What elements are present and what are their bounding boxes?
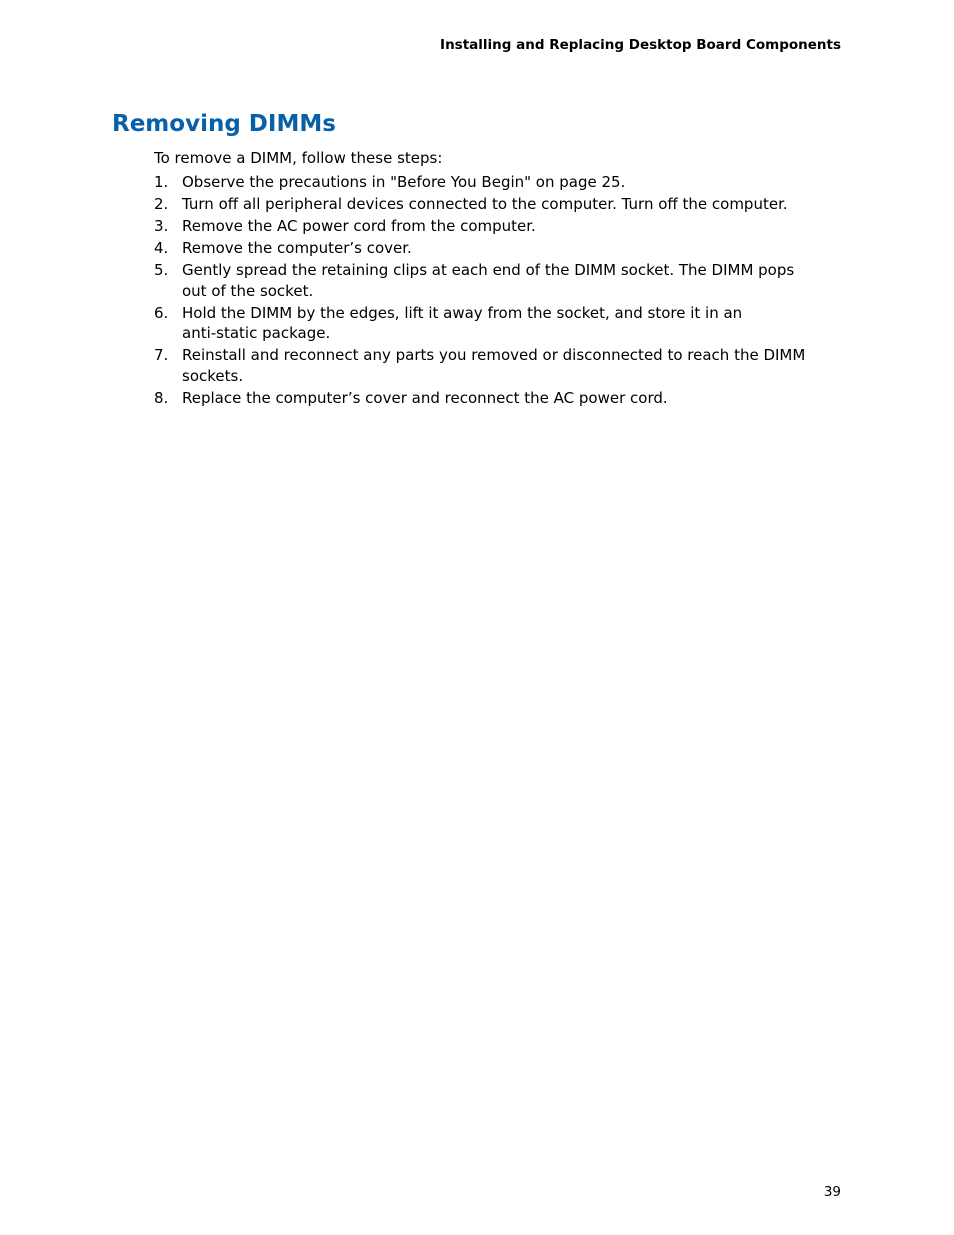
step-number: 7. [154, 346, 169, 364]
list-item [154, 303, 844, 344]
list-item [154, 260, 844, 301]
step-number: 3. [154, 217, 169, 235]
page-number: 39 [823, 1184, 841, 1200]
list-item [154, 388, 844, 409]
step-text: Gently spread the retaining clips at each end of the DIMM socket. The DIMM pops out of the socket. [182, 261, 795, 300]
step-text: Replace the computer’s cover and reconnect the AC power cord. [182, 388, 668, 407]
step-text: Reinstall and reconnect any parts you removed or disconnected to reach the DIMM sockets. [182, 346, 806, 385]
step-number: 5. [154, 261, 169, 279]
list-item [154, 194, 844, 215]
step-number: 8. [154, 388, 169, 407]
step-number: 4. [154, 239, 169, 257]
step-number: 6. [154, 303, 169, 322]
running-header: Installing and Replacing Desktop Board Components [440, 37, 841, 53]
step-text: Remove the AC power cord from the computer. [182, 217, 536, 235]
step-text: Remove the computer’s cover. [182, 239, 412, 257]
list-item [154, 238, 844, 259]
list-item [154, 345, 844, 386]
list-item [154, 172, 844, 193]
list-item [154, 216, 844, 237]
step-number: 1. [154, 173, 169, 191]
step-text: Turn off all peripheral devices connected to the computer. Turn off the computer. [182, 195, 788, 213]
step-text: Observe the precautions in "Before You Begin" on page 25. [182, 173, 626, 191]
step-number: 2. [154, 195, 169, 213]
step-text: Hold the DIMM by the edges, lift it away from the socket, and store it in an anti-static package. [182, 303, 743, 342]
steps-list [154, 172, 844, 410]
section-title: Removing DIMMs [112, 111, 336, 137]
intro-text: To remove a DIMM, follow these steps: [154, 149, 443, 167]
